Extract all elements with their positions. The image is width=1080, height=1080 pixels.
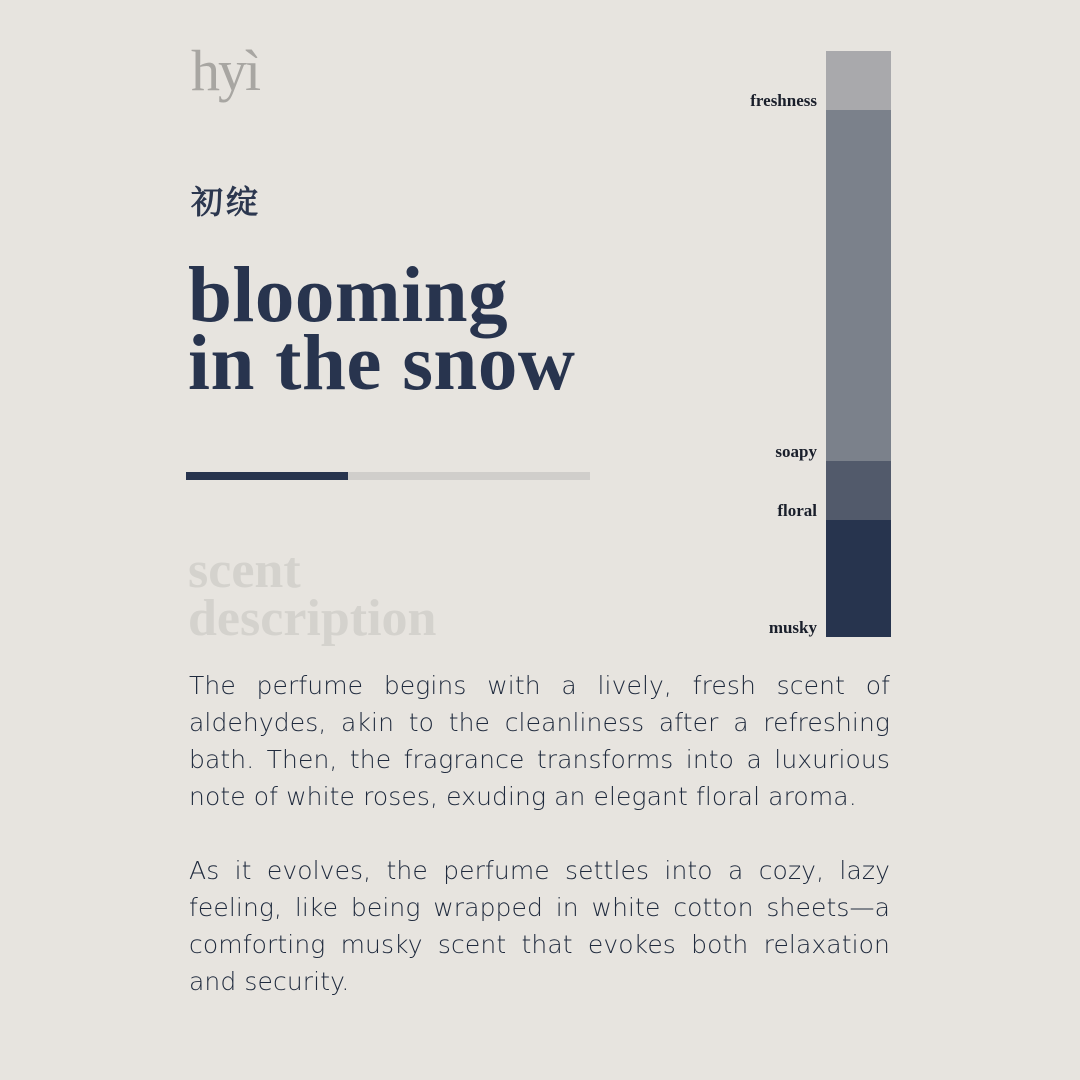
description-paragraph: The perfume begins with a lively, fresh scent of aldehydes, akin to the cleanliness after a refreshing bath. Then, the fragrance transforms into a luxurious note of white roses, exuding an elegant floral aroma. [189, 671, 890, 811]
section-heading-line-1: scent [188, 542, 301, 599]
note-label-soapy: soapy [775, 442, 817, 462]
product-chinese-name: 初绽 [191, 183, 262, 221]
progress-divider [186, 472, 590, 480]
product-title-line-2: in the snow [188, 320, 576, 407]
note-label-floral: floral [777, 500, 817, 520]
note-segment-musky [826, 520, 891, 637]
product-title [188, 252, 576, 407]
section-heading-line-2: description [188, 590, 437, 647]
note-label-freshness: freshness [750, 90, 817, 110]
product-title-line-1: blooming [188, 252, 509, 339]
progress-divider-fill [186, 472, 348, 480]
note-segment-floral [826, 461, 891, 520]
scent-notes-bar [750, 51, 891, 637]
section-heading [188, 542, 437, 647]
scent-description [189, 667, 890, 1037]
description-paragraph: As it evolves, the perfume settles into a cozy, lazy feeling, like being wrapped in white cotton sheets—a comforting musky scent that evokes both relaxation and security. [189, 856, 890, 996]
brand-logo: hyì [191, 38, 260, 103]
note-segment-freshness [826, 51, 891, 110]
note-label-musky: musky [768, 618, 817, 637]
note-segment-soapy [826, 110, 891, 462]
